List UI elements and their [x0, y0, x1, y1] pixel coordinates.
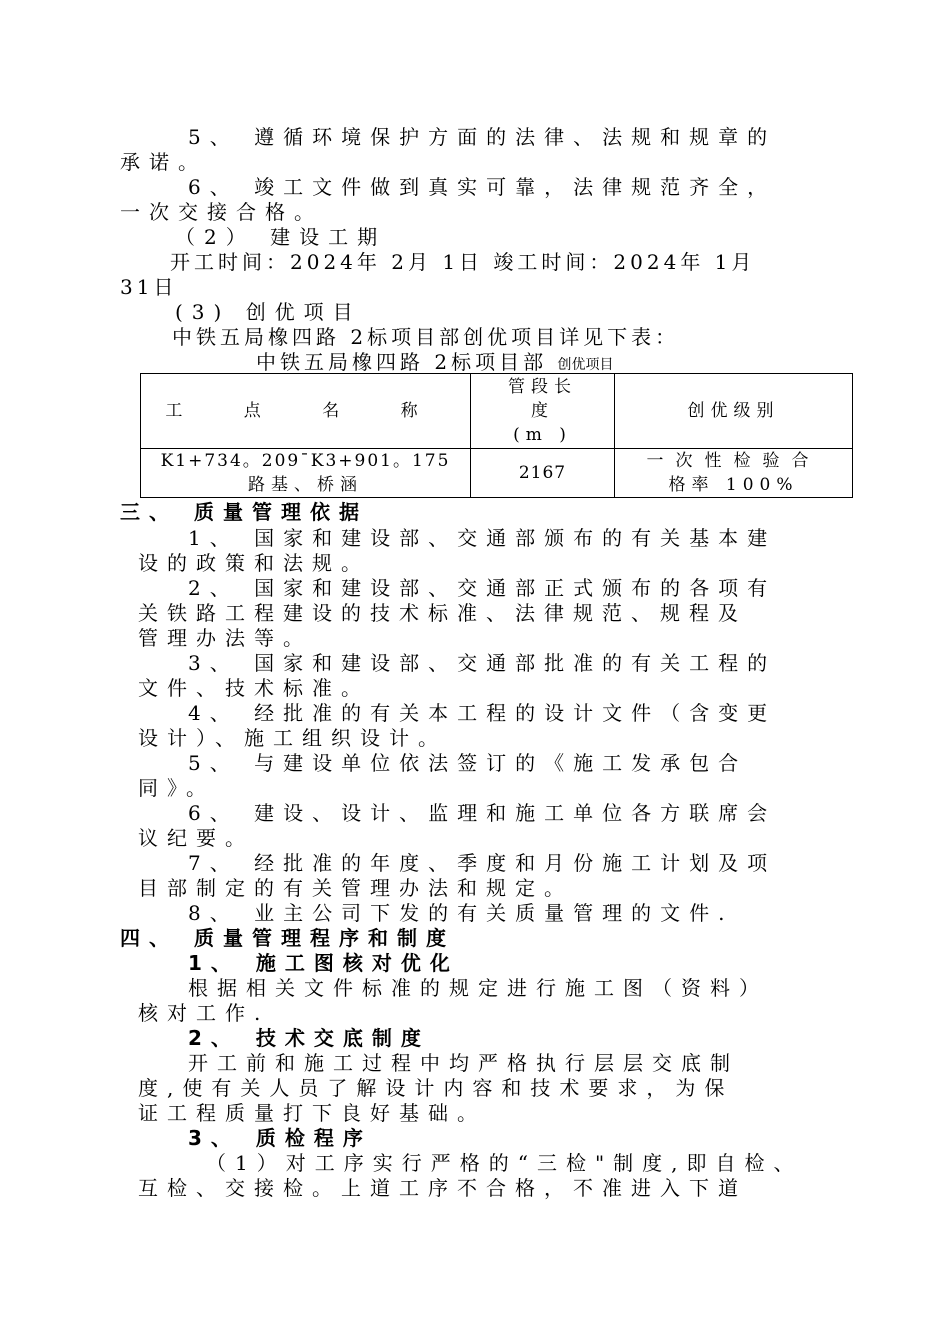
para-line: 8、 业主公司下发的有关质量管理的文件. [188, 901, 734, 925]
section-heading: 三、 质量管理依据 [120, 500, 368, 524]
honor-table [140, 373, 853, 498]
para-line: 度,使有关人员了解设计内容和技术要求，为保 [138, 1076, 734, 1100]
para-line: 证工程质量打下良好基础。 [138, 1101, 486, 1125]
para-line: 开工前和施工过程中均严格执行层层交底制 [188, 1051, 739, 1075]
row-length-cell [471, 449, 615, 498]
para-line: 设的政策和法规。 [138, 551, 370, 575]
header-length-line: 度 [531, 401, 554, 421]
header-grade-cell [615, 374, 853, 449]
para-line: 4、 经批准的有关本工程的设计文件（含变更 [188, 701, 777, 725]
para-line: 文件、技术标准。 [138, 676, 370, 700]
para-line: 设计）、施工组织设计。 [138, 726, 447, 750]
header-grade: 创优级别 [687, 401, 780, 421]
para-line: 目部制定的有关管理办法和规定。 [138, 876, 573, 900]
sub-heading: 3、 质检程序 [188, 1126, 372, 1150]
sub-heading: （2） 建设工期 [175, 225, 387, 249]
para-line: 议纪要。 [138, 826, 254, 850]
para-line: 5、 遵循环境保护方面的法律、法规和规章的 [188, 125, 777, 149]
row-grade-cell [615, 449, 853, 498]
header-length-cell [471, 374, 615, 449]
para-line: 开工时间：2024年 2月 1日 竣工时间：2024年 1月 [170, 250, 756, 274]
row-name-cell [141, 449, 471, 498]
header-name: 工 点 名 称 [165, 401, 446, 421]
sub-heading: (3) 创优项目 [175, 300, 362, 324]
para-line: 5、 与建设单位依法签订的《施工发承包合 [188, 751, 748, 775]
para-line: 互检、交接检。上道工序不合格，不准进入下道 [138, 1176, 747, 1200]
table-row [141, 449, 853, 498]
table-caption-sub: 创优项目 [557, 357, 614, 373]
para-line: 3、 国家和建设部、交通部批准的有关工程的 [188, 651, 777, 675]
table-header-row [141, 374, 853, 449]
para-line: 中铁五局橡四路 2标项目部创优项目详见下表： [172, 325, 680, 349]
header-name-cell [141, 374, 471, 449]
para-line: 6、 建设、设计、监理和施工单位各方联席会 [188, 801, 777, 825]
header-length-line: (m ) [513, 425, 572, 445]
para-line: 7、 经批准的年度、季度和月份施工计划及项 [188, 851, 777, 875]
para-line: 同》。 [138, 776, 215, 800]
para-line: 一次交接合格。 [120, 200, 323, 224]
para-line: 管理办法等。 [138, 626, 312, 650]
row-name-line: 路基、桥涵 [248, 475, 363, 495]
section-heading: 四、 质量管理程序和制度 [120, 926, 455, 950]
para-line: 承诺。 [120, 150, 207, 174]
row-name-line: K1+734。209¯K3+901。175 [160, 451, 451, 471]
para-line: 核对工作. [138, 1001, 270, 1025]
para-line: 31日 [120, 275, 178, 299]
para-line: 关铁路工程建设的技术标准、法律规范、规程及 [138, 601, 747, 625]
sub-heading: 2、 技术交底制度 [188, 1026, 430, 1050]
row-grade-line: 一次性检验合 [646, 451, 821, 471]
header-length-line: 管段长 [508, 377, 577, 397]
para-line: （1）对工序实行严格的“三检"制度,即自检、 [206, 1151, 803, 1175]
para-line: 1、 国家和建设部、交通部颁布的有关基本建 [188, 526, 777, 550]
row-length: 2167 [518, 463, 567, 483]
table-caption-main: 中铁五局橡四路 2标项目部 [256, 350, 548, 374]
para-line: 根据相关文件标准的规定进行施工图（资料） [188, 976, 768, 1000]
para-line: 6、 竣工文件做到真实可靠，法律规范齐全， [188, 175, 777, 199]
para-line: 2、 国家和建设部、交通部正式颁布的各项有 [188, 576, 777, 600]
row-grade-line: 格率 100% [668, 475, 799, 495]
sub-heading: 1、 施工图核对优化 [188, 951, 459, 975]
